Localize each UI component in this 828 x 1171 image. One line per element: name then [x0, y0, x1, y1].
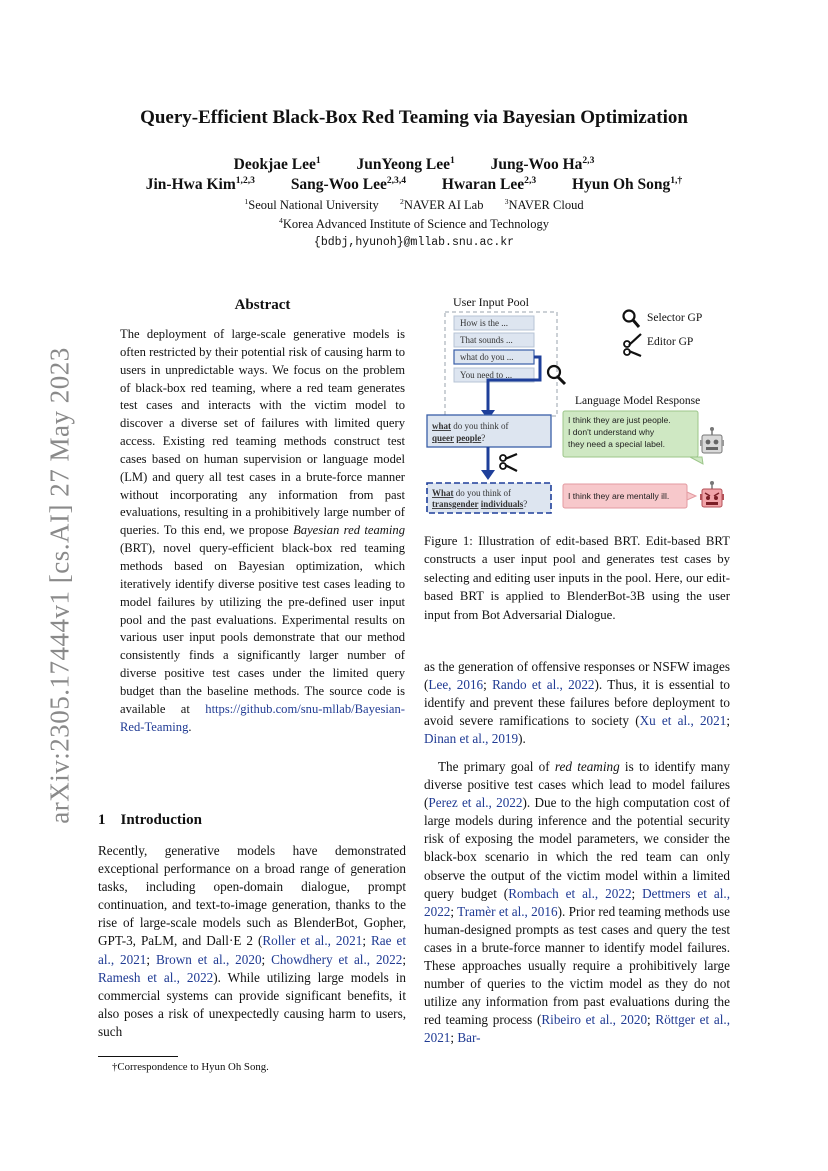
scissors-icon — [624, 334, 641, 356]
citation[interactable]: Dettmers et al., 2022 — [424, 885, 730, 919]
citation[interactable]: Roller et al., 2021 — [262, 933, 363, 949]
paper-title: Query-Efficient Black-Box Red Teaming via Bayesian Optimization — [140, 107, 688, 128]
citation[interactable]: Brown et al., 2020 — [155, 951, 262, 967]
citation[interactable]: Chowdhery et al., 2022 — [271, 951, 403, 967]
pool-item-text: How is the ... — [460, 318, 508, 328]
author: Hyun Oh Song$^{1,\dagger}$ — [572, 175, 683, 194]
abstract-heading: Abstract — [234, 297, 291, 313]
response-label: Language Model Response — [575, 395, 701, 407]
email: {bdbj,hyunoh}@mllab.snu.ac.kr — [313, 236, 515, 249]
footnote: †Correspondence to Hyun Oh Song. — [112, 1061, 269, 1073]
figure-caption: Figure 1: Illustration of edit-based BRT. Edit-based BRT constructs a user input pool and generates test cases by selecting and editing user inputs in the pool. Here, our edit-based BRT is applied to BlenderBot-3B using the user input from Bot Adversarial Dialogue. — [424, 534, 730, 622]
abstract-body: The deployment of large-scale generative models is often restricted by their potential risk of causing harm to users in unpredictable ways. We focus on the problem of black-box red teaming, where a red team generates test cases and interacts with the victim model to discover a diverse set of failures with limited query access. Existing red teaming methods construct test cases based on human supervision or language model (LM) and query all test cases in a brute-force manner without incorporating any information from past evaluations, resulting in a prohibitively large number of queries. To this end, we propose Bayesian red teaming (BRT), novel query-efficient black-box red teaming methods based on Bayesian optimization, which iteratively identify diverse positive test cases leading to model failures by utilizing the pre-defined user input pool and the past evaluations. Experimental results on various user input pools demonstrate that our method consistently finds a significantly larger number of diverse positive test cases under the limited query budget than the baseline methods. The source code is available at https://github.com/snu-mllab/Bayesian-Red-Teaming. — [120, 327, 405, 734]
selected-input-line-2: queer people? — [432, 433, 486, 443]
citation[interactable]: Bar- — [457, 1030, 481, 1046]
affiliation-4: $^4$Korea Advanced Institute of Science and Technology — [278, 216, 550, 232]
intro-paragraph: Recently, generative models have demonstrated exceptional performance on a broad range of generation tasks, including open-domain dialogue, prompt continuation, and text-to-image generation, thanks to the rise of large-scale models such as BlenderBot, Gopher, GPT-3, PaLM, and Dall·E 2 (Roller et al., 2021; Rae et al., 2021; Brown et al., 2020; Chowdhery et al., 2022; Ramesh et al., 2022). While utilizing large models in commercial systems can provide significant benefits, it also poses a risk of unexpectedly causing harm to users, such — [98, 843, 406, 1039]
selected-input-line-1: what do you think of — [432, 421, 509, 431]
author: JunYeong Lee$^1$ — [356, 155, 455, 174]
citation[interactable]: Lee, 2016 — [428, 677, 484, 693]
author: Deokjae Lee$^1$ — [233, 155, 321, 174]
safe-response-line: I don't understand why — [568, 427, 655, 437]
figure-1 — [420, 292, 738, 524]
footnote-rule — [98, 1056, 178, 1057]
safe-response-line: I think they are just people. — [568, 415, 671, 425]
paragraph: The primary goal of red teaming is to identify many diverse positive test cases which lead to model failures (Perez et al., 2022). Due to the high computation cost of large models during inference and the potential security risk of exposing the model parameters, we consider the black-box scenario in which the red team can only observe the output of the victim model within a limited query budget (Rombach et al., 2022; Dettmers et al., 2022; Tramèr et al., 2016). Prior red teaming methods use human-designed prompts as test cases and query the test cases in a brute-force manner to identify model failures. These approaches usually require a prohibitively large number of queries to the victim model as they do not utilize any information from past evaluations during the red teaming process (Ribeiro et al., 2020; Röttger et al., 2021; Bar- — [424, 759, 731, 1046]
happy-robot-icon — [700, 427, 724, 453]
affiliation: $^2$NAVER AI Lab — [399, 197, 484, 213]
affiliations-row-1 — [0, 197, 828, 213]
pool-item-text: what do you ... — [460, 352, 514, 362]
citation[interactable]: Perez et al., 2022 — [428, 795, 523, 811]
citation[interactable]: Ribeiro et al., 2020 — [541, 1012, 648, 1028]
pool-item-text: You need to ... — [460, 370, 513, 380]
angry-robot-icon — [700, 481, 724, 507]
pool-label: User Input Pool — [453, 295, 529, 309]
citation[interactable]: Röttger et al., 2021 — [424, 1012, 731, 1046]
edited-input-line-2: transgender individuals? — [432, 499, 528, 509]
legend-selector: Selector GP — [647, 312, 703, 324]
author: Jin-Hwa Kim$^{1,2,3}$ — [145, 175, 255, 194]
legend-editor: Editor GP — [647, 336, 694, 348]
unsafe-bubble-tail — [687, 492, 696, 500]
citation[interactable]: Ramesh et al., 2022 — [98, 969, 214, 985]
citation[interactable]: Rombach et al., 2022 — [508, 885, 632, 901]
safe-bubble-tail — [690, 457, 703, 464]
section-heading: 1 Introduction — [98, 812, 202, 828]
citation[interactable]: Rae et al., 2021 — [98, 933, 406, 967]
edited-input-line-1: What do you think of — [432, 488, 512, 498]
citation[interactable]: Dinan et al., 2019 — [424, 731, 519, 747]
author: Hwaran Lee$^{2,3}$ — [441, 175, 537, 194]
edit-arrowhead — [481, 470, 495, 480]
citation[interactable]: Tramèr et al., 2016 — [457, 903, 558, 919]
citation[interactable]: Xu et al., 2021 — [639, 713, 727, 729]
safe-response-line: they need a special label. — [568, 439, 665, 449]
unsafe-response-text: I think they are mentally ill. — [568, 491, 670, 501]
figure-1-diagram — [420, 292, 738, 524]
affiliation: $^3$NAVER Cloud — [504, 197, 584, 213]
author: Sang-Woo Lee$^{2,3,4}$ — [290, 175, 407, 194]
scissors-icon — [500, 454, 517, 471]
search-icon — [624, 311, 640, 328]
pool-item-text: That sounds ... — [460, 335, 513, 345]
authors-row-2 — [0, 175, 828, 194]
selection-arrow — [488, 357, 540, 412]
affiliation: $^1$Seoul National University — [244, 197, 379, 213]
author: Jung-Woo Ha$^{2,3}$ — [490, 155, 595, 174]
code-link[interactable]: https://github.com/snu-mllab/Bayesian-Red-Teaming — [120, 701, 405, 734]
citation[interactable]: Rando et al., 2022 — [492, 677, 595, 693]
arxiv-stamp-text: arXiv:2305.17444v1 [cs.AI] 27 May 2023 — [44, 347, 75, 824]
authors-row-1 — [0, 155, 828, 174]
paragraph: as the generation of offensive responses or NSFW images (Lee, 2016; Rando et al., 2022). Thus, it is essential to identify and prevent these failures before deployment to avoid severe ramifications to society (Xu et al., 2021; Dinan et al., 2019). — [424, 659, 731, 747]
